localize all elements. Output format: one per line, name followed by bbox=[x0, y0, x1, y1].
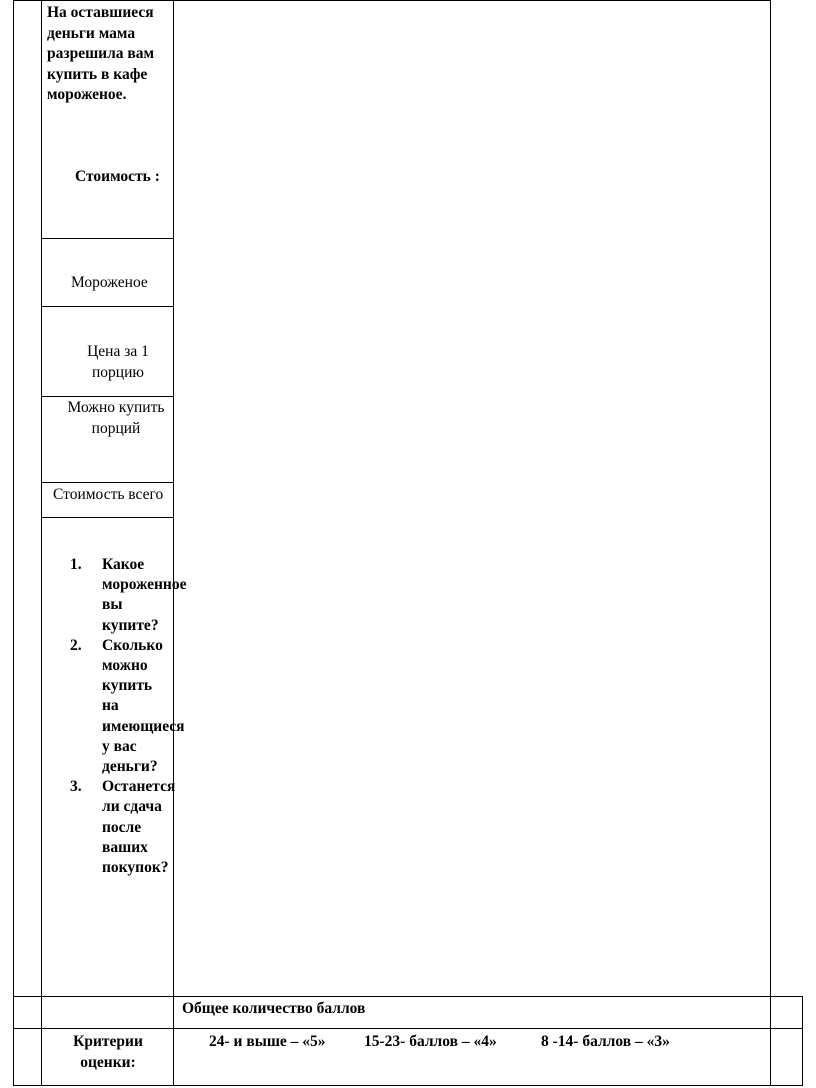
list-item bbox=[70, 636, 185, 777]
question-text: Останется ли сдача после ваших покупок? bbox=[102, 778, 176, 877]
questions-list bbox=[70, 555, 187, 878]
question-text: Какое мороженное вы купите? bbox=[102, 556, 187, 634]
criteria-label: Критерии оценки: bbox=[73, 1033, 143, 1071]
grade-4: 15-23- баллов – «4» bbox=[364, 1033, 497, 1050]
question-number: 1. bbox=[70, 556, 82, 573]
total-cost-label bbox=[53, 485, 173, 506]
cost-label: Стоимость : bbox=[75, 168, 160, 185]
list-item bbox=[70, 777, 176, 878]
grade-3: 8 -14- баллов – «3» bbox=[541, 1033, 670, 1050]
column-divider-1 bbox=[41, 0, 42, 1086]
column-divider-2 bbox=[173, 0, 174, 1086]
portions-can-buy-label: Можно купить порций bbox=[67, 399, 165, 437]
list-item bbox=[70, 555, 187, 636]
inner-row-divider-1 bbox=[41, 306, 174, 307]
inner-row-divider-3 bbox=[41, 482, 174, 483]
column-divider-3 bbox=[770, 0, 771, 1086]
table-left-border bbox=[13, 0, 14, 1086]
question-number: 3. bbox=[70, 778, 82, 796]
question-number: 2. bbox=[70, 636, 82, 654]
question-text: Сколько можно купить на имеющиеся у вас деньги? bbox=[102, 636, 185, 776]
total-cost-text: Стоимость всего bbox=[53, 486, 164, 503]
total-points-label: Общее количество баллов bbox=[182, 1000, 366, 1017]
table-top-border bbox=[13, 0, 771, 1]
row-divider-footer-mid bbox=[13, 1028, 803, 1029]
grade-5: 24- и выше – «5» bbox=[209, 1033, 326, 1050]
table-right-border bbox=[802, 996, 803, 1086]
task-intro: На оставшиеся деньги мама разрешила вам купить в кафе мороженое. bbox=[47, 4, 155, 103]
price-per-portion-label: Цена за 1 порцию bbox=[87, 343, 149, 381]
row-divider-footer-top bbox=[13, 996, 803, 997]
ice-cream-label: Мороженое bbox=[71, 274, 148, 291]
inner-table-top bbox=[41, 238, 174, 239]
inner-table-bottom bbox=[41, 517, 174, 518]
inner-row-divider-2 bbox=[41, 396, 174, 397]
table-bottom-border bbox=[13, 1085, 803, 1086]
